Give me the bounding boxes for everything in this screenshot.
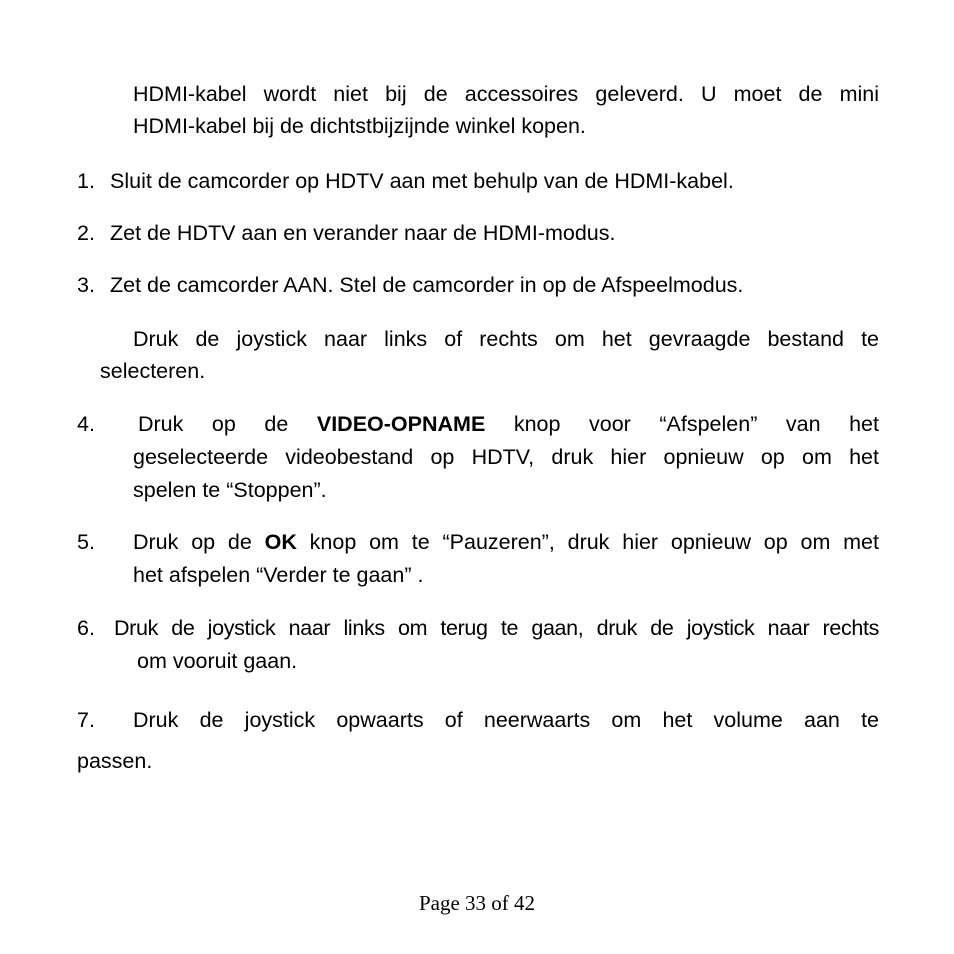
- step-3-number: 3.: [77, 273, 95, 297]
- step-7-line-2: passen.: [77, 749, 153, 773]
- step-5-post: knop om te “Pauzeren”, druk hier opnieuw op om met: [296, 530, 879, 554]
- step-1-number: 1.: [77, 169, 95, 193]
- step-7-line-1: Druk de joystick opwaarts of neerwaarts om het volume aan te: [133, 708, 879, 732]
- step-5-number: 5.: [77, 530, 95, 554]
- step-4-line-3: spelen te “Stoppen”.: [133, 478, 327, 502]
- step-6-line-2: om vooruit gaan.: [137, 649, 298, 673]
- page-number-footer: Page 33 of 42: [418, 891, 536, 915]
- step-2-number: 2.: [77, 221, 95, 245]
- step-4-pre: Druk op de: [138, 412, 317, 436]
- step-5-line-2: het afspelen “Verder te gaan” .: [133, 563, 424, 587]
- step-4-bold-label: VIDEO-OPNAME: [316, 412, 486, 436]
- step-1-text: Sluit de camcorder op HDTV aan met behulp van de HDMI-kabel.: [110, 169, 734, 193]
- intro-line-1: HDMI-kabel wordt niet bij de accessoires geleverd. U moet de mini: [133, 82, 879, 106]
- step-5-bold-label: OK: [264, 530, 297, 554]
- step-4-line-1: [138, 408, 879, 440]
- step-3-text: Zet de camcorder AAN. Stel de camcorder in op de Afspeelmodus.: [110, 273, 744, 297]
- note-line-2: selecteren.: [100, 359, 206, 383]
- step-6-number: 6.: [77, 616, 95, 640]
- step-2-text: Zet de HDTV aan en verander naar de HDMI-modus.: [110, 221, 616, 245]
- note-line-1: Druk de joystick naar links of rechts om het gevraagde bestand te: [133, 327, 879, 351]
- intro-line-2: HDMI-kabel bij de dichtstbijzijnde winkel kopen.: [133, 114, 586, 138]
- step-4-post: knop voor “Afspelen” van het: [485, 412, 879, 436]
- step-4-number: 4.: [77, 412, 95, 436]
- step-5-line-1: [133, 526, 879, 558]
- step-6-line-1: Druk de joystick naar links om terug te gaan, druk de joystick naar rechts: [114, 616, 879, 640]
- step-4-line-2: geselecteerde videobestand op HDTV, druk hier opnieuw op om het: [133, 445, 879, 469]
- step-7-number: 7.: [77, 708, 95, 732]
- step-5-pre: Druk op de: [133, 530, 265, 554]
